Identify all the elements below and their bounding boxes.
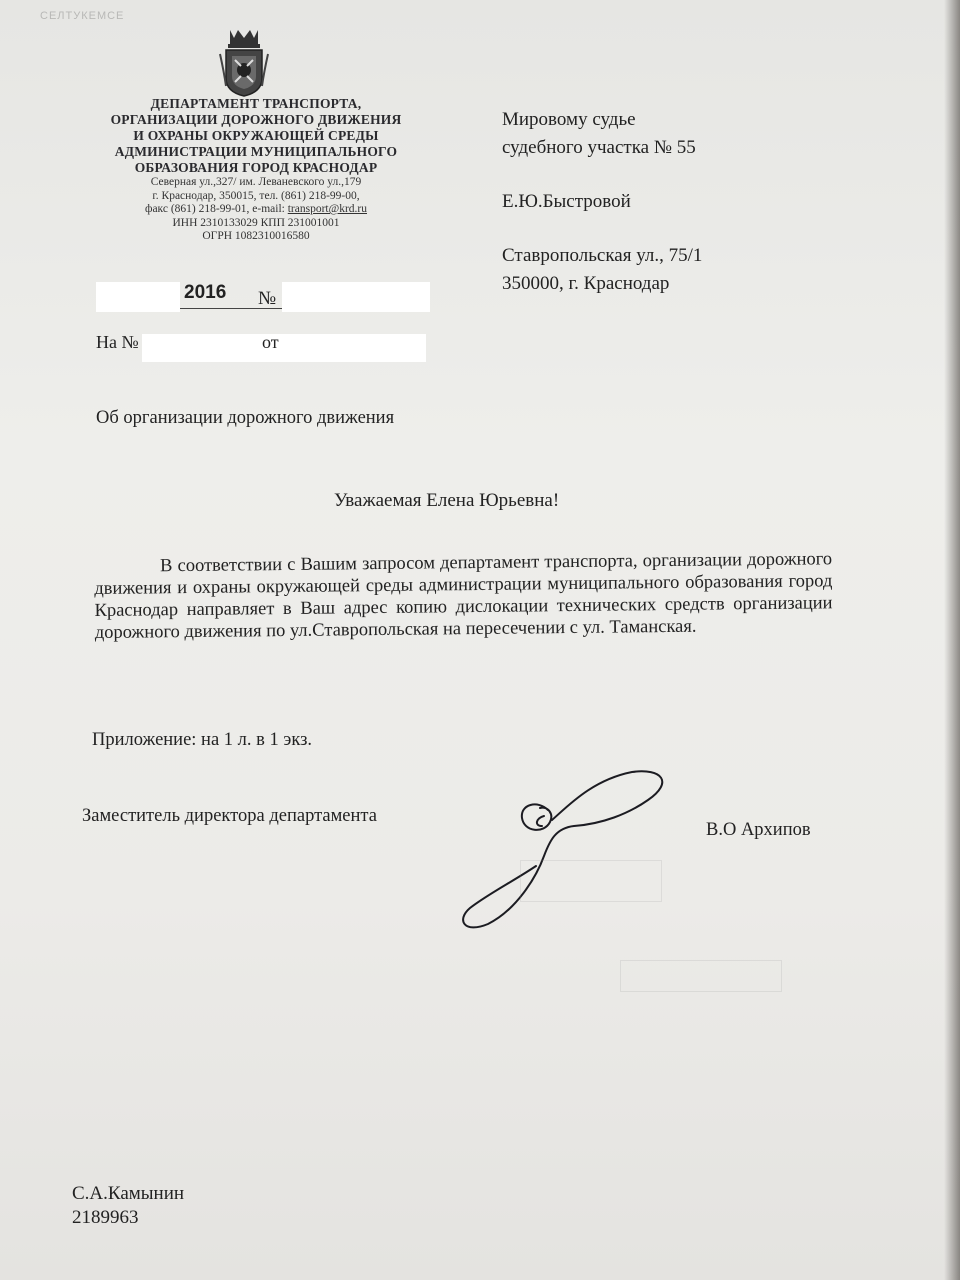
org-inn-kpp: ИНН 2310133029 КПП 231001001 [172,216,340,229]
reply-label: На № [96,332,139,352]
executor-phone: 2189963 [72,1207,139,1228]
attachment-note: Приложение: на 1 л. в 1 экз. [92,730,313,750]
org-fax-email [80,203,432,217]
reply-reference-row [96,332,436,362]
org-name-line: И ОХРАНЫ ОКРУЖАЮЩЕЙ СРЕДЫ [133,128,379,143]
org-name-line: АДМИНИСТРАЦИИ МУНИЦИПАЛЬНОГО [114,144,398,159]
redaction-reply-number [142,334,282,362]
letter-year: 2016 [184,282,227,303]
addressee-city: 350000, г. Краснодар [502,273,670,294]
handwritten-signature [452,760,712,940]
addressee-block [502,106,702,298]
addressee-line: судебного участка № 55 [502,137,696,158]
date-number-row [96,282,436,312]
org-name-line: ОБРАЗОВАНИЯ ГОРОД КРАСНОДАР [134,160,378,175]
org-name-line: ДЕПАРТАМЕНТ ТРАНСПОРТА, [150,96,362,111]
fax-text: факс (861) 218-99-01, e-mail: [145,203,288,215]
greeting: Уважаемая Елена Юрьевна! [334,490,560,511]
coat-of-arms-icon [218,26,270,98]
redaction-reply-date [282,334,426,362]
number-sign: № [258,288,277,309]
addressee-street: Ставропольская ул., 75/1 [502,245,703,266]
signer-name: В.О Архипов [706,820,811,840]
letter-subject: Об организации дорожного движения [96,408,395,428]
executor-block [72,1182,184,1230]
bleed-through-mark [620,960,782,992]
executor-name: С.А.Камынин [72,1183,185,1204]
org-city-phone: г. Краснодар, 350015, тел. (861) 218-99-00, [152,189,360,202]
org-address: Северная ул.,327/ им. Леваневского ул.,179 [150,176,362,188]
redaction-date [96,282,180,312]
faint-stamp: СЕЛТУКЕМСЕ [40,10,125,22]
letter-body: В соответствии с Вашим запросом департамент транспорта, организации дорожного движения и охраны окружающей среды администрации муниципального образования город Краснодар направляет в Ваш адрес копию дислокации технических средств организации дорожного движения по ул.Ставропольская на пересечении с ул. Таманская. [94,549,833,643]
addressee-line: Мировому судье [502,109,636,130]
signer-title: Заместитель директора департамента [82,806,377,826]
paper-edge-shadow [944,0,960,1280]
email-link[interactable]: transport@krd.ru [287,203,367,215]
redaction-number [282,282,430,312]
reply-partial: от [262,332,279,352]
bleed-through-mark [520,860,662,902]
addressee-name: Е.Ю.Быстровой [502,191,631,212]
org-ogrn: ОГРН 1082310016580 [202,230,310,242]
organization-header [80,96,432,244]
org-name-line: ОРГАНИЗАЦИИ ДОРОЖНОГО ДВИЖЕНИЯ [110,112,402,127]
